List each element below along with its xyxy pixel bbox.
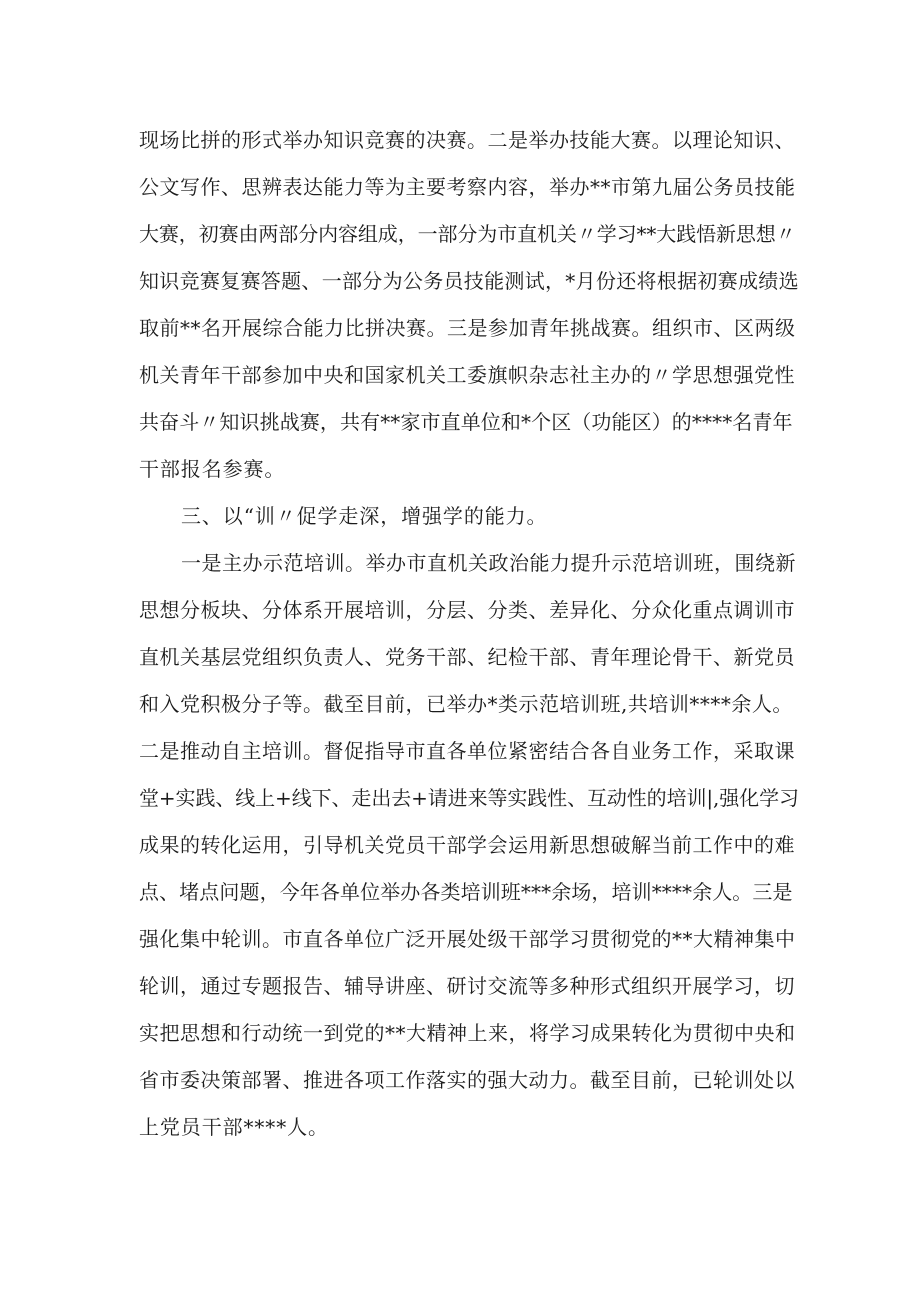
paragraph-line: 现场比拼的形式举办知识竞赛的决赛。二是举办技能大赛。以理论知识、	[139, 128, 795, 152]
paragraph-line: 大赛，初赛由两部分内容组成，一部分为市直机关〃学习**大践悟新思想〃	[139, 222, 796, 246]
paragraph-line: 公文写作、思辨表达能力等为主要考察内容，举办**市第九届公务员技能	[139, 175, 796, 199]
paragraph-line: 二是推动自主培训。督促指导市直各单位紧密结合各自业务工作，采取课	[139, 739, 795, 763]
paragraph-line: 知识竞赛复赛答题、一部分为公务员技能测试，*月份还将根据初赛成绩选	[139, 269, 799, 293]
paragraph-line: 直机关基层党组织负责人、党务干部、纪检干部、青年理论骨干、新党员	[139, 645, 795, 669]
paragraph-line: 成果的转化运用，引导机关党员干部学会运用新思想破解当前工作中的难	[139, 833, 795, 857]
paragraph-line: 堂+实践、线上+线下、走出去+请进来等实践性、互动性的培训|,强化学习	[139, 786, 799, 810]
paragraph-line: 省市委决策部署、推进各项工作落实的强大动力。截至目前，已轮训处以	[139, 1068, 795, 1092]
paragraph-line: 轮训，通过专题报告、辅导讲座、研讨交流等多种形式组织开展学习，切	[139, 974, 795, 998]
paragraph-line: 取前**名开展综合能力比拼决赛。三是参加青年挑战赛。组织市、区两级	[139, 316, 796, 340]
section-heading: 三、以“训〃促学走深，增强学的能力。	[181, 504, 548, 528]
paragraph-line: 机关青年干部参加中央和国家机关工委旗帜杂志社主办的〃学思想强党性	[139, 363, 795, 387]
paragraph-line: 实把思想和行动统一到党的**大精神上来，将学习成果转化为贯彻中央和	[139, 1021, 796, 1045]
paragraph-line: 和入党积极分子等。截至目前，已举办*类示范培训班,共培训****余人。	[139, 692, 793, 716]
paragraph-line: 点、堵点问题，今年各单位举办各类培训班***余场，培训****余人。三是	[139, 880, 793, 904]
paragraph-line: 一是主办示范培训。举办市直机关政治能力提升示范培训班，围绕新	[181, 551, 796, 575]
paragraph-line: 强化集中轮训。市直各单位广泛开展处级干部学习贯彻党的**大精神集中	[139, 927, 796, 951]
paragraph-line: 干部报名参赛。	[139, 457, 286, 481]
paragraph-line: 思想分板块、分体系开展培训，分层、分类、差异化、分众化重点调训市	[139, 598, 795, 622]
paragraph-line: 上党员干部****人。	[139, 1115, 329, 1139]
paragraph-line: 共奋斗〃知识挑战赛，共有**家市直单位和*个区（功能区）的****名青年	[139, 410, 793, 434]
